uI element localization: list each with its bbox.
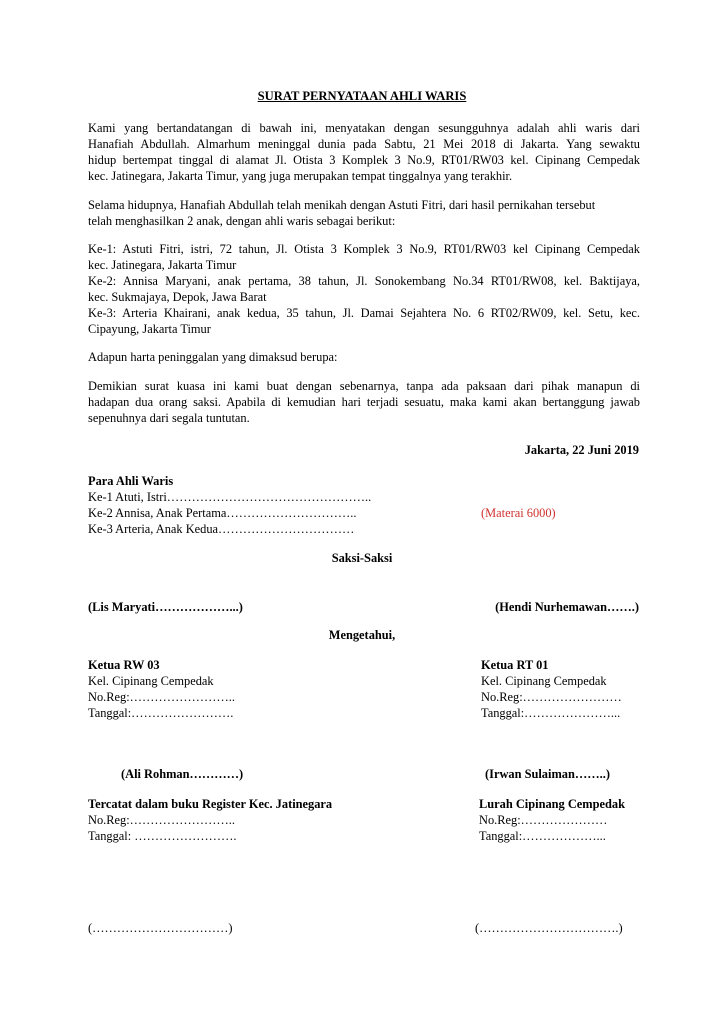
heir-line: Ke-1: Astuti Fitri, istri, 72 tahun, Jl. Otista 3 Komplek 3 No.9, RT01/RW03 kel Cipinang Cempedak <box>88 242 640 256</box>
heir-line: kec. Sukmajaya, Depok, Jawa Barat <box>88 290 267 304</box>
heir-line: Ke-3: Arteria Khairani, anak kedua, 35 tahun, Jl. Damai Sejahtera No. 6 RT02/RW09, kel. Setu, kec. <box>88 306 640 320</box>
rw-tanggal: Tanggal:……………………. <box>88 706 234 720</box>
marriage-line: telah menghasilkan 2 anak, dengan ahli waris sebagai berikut: <box>88 214 396 228</box>
witness-right-signature: (Hendi Nurhemawan…….) <box>495 600 639 614</box>
witnesses-heading: Saksi-Saksi <box>331 551 393 565</box>
register-left-signature: (……………………………) <box>88 921 233 935</box>
heirs-heading: Para Ahli Waris <box>88 474 174 488</box>
witness-left-signature: (Lis Maryati………………...) <box>88 600 243 614</box>
rw-kelurahan: Kel. Cipinang Cempedak <box>88 674 214 688</box>
rt-title: Ketua RT 01 <box>481 658 549 672</box>
register-left-tanggal: Tanggal: ……………………. <box>88 829 237 843</box>
rt-tanggal: Tanggal:…………………... <box>481 706 621 720</box>
rt-kelurahan: Kel. Cipinang Cempedak <box>481 674 607 688</box>
register-right-noreg: No.Reg:………………… <box>479 813 608 827</box>
closing-line: Demikian surat kuasa ini kami buat dengan sebenarnya, tanpa ada paksaan dari pihak manapun di <box>88 379 640 393</box>
register-left-title: Tercatat dalam buku Register Kec. Jatinegara <box>88 797 333 811</box>
heir-line: Ke-2: Annisa Maryani, anak pertama, 38 tahun, Jl. Sonokembang No.34 RT01/RW08, kel. Baktijaya, <box>88 274 640 288</box>
closing-line: hadapan dua orang saksi. Apabila di kemudian hari terjadi sesuatu, maka kami akan bertanggung jawab <box>88 395 640 409</box>
stamp-duty-label: (Materai 6000) <box>481 506 556 520</box>
register-left-block <box>88 796 332 844</box>
heir-signature-line: Ke-1 Atuti, Istri………………………………………….. <box>88 490 372 504</box>
place-date: Jakarta, 22 Juni 2019 <box>524 443 639 457</box>
rt-noreg: No.Reg:…………………… <box>481 690 622 704</box>
intro-line: kec. Jatinegara, Jakarta Timur, yang juga merupakan tempat tinggalnya yang terakhir. <box>88 169 513 183</box>
closing-paragraph <box>88 378 640 426</box>
document-title: SURAT PERNYATAAN AHLI WARIS <box>257 89 467 103</box>
heir-signature-line: Ke-3 Arteria, Anak Kedua…………………………… <box>88 522 355 536</box>
rw-noreg: No.Reg:…………………….. <box>88 690 235 704</box>
heir-line: kec. Jatinegara, Jakarta Timur <box>88 258 237 272</box>
marriage-line: Selama hidupnya, Hanafiah Abdullah telah menikah dengan Astuti Fitri, dari hasil pernikahan tersebut <box>88 198 596 212</box>
acknowledged-heading: Mengetahui, <box>328 628 396 642</box>
rw-block <box>88 657 235 721</box>
register-right-title: Lurah Cipinang Cempedak <box>479 797 625 811</box>
heirs-signature-block <box>88 473 371 537</box>
register-right-tanggal: Tanggal:………………... <box>479 829 606 843</box>
rt-signature: (Irwan Sulaiman……..) <box>485 767 610 781</box>
marriage-paragraph <box>88 197 640 229</box>
heir-line: Cipayung, Jakarta Timur <box>88 322 211 336</box>
inheritance-line: Adapun harta peninggalan yang dimaksud berupa: <box>88 350 338 364</box>
rw-signature: (Ali Rohman…………) <box>121 767 244 781</box>
rw-title: Ketua RW 03 <box>88 658 160 672</box>
intro-line: hidup bertempat tinggal di alamat Jl. Otista 3 Komplek 3 No.9, RT01/RW03 kel. Cipinang Cempedak <box>88 153 640 167</box>
intro-line: Hanafiah Abdullah. Almarhum meninggal dunia pada Sabtu, 21 Mei 2018 di Jakarta. Yang sewaktu <box>88 137 640 151</box>
register-right-block <box>479 796 625 844</box>
rt-block <box>481 657 622 721</box>
heir-signature-line: Ke-2 Annisa, Anak Pertama………………………….. <box>88 506 357 520</box>
intro-paragraph <box>88 120 640 184</box>
register-left-noreg: No.Reg:…………………….. <box>88 813 235 827</box>
register-right-signature: (…………………………….) <box>475 921 623 935</box>
heirs-list <box>88 241 640 337</box>
closing-line: sepenuhnya dari segala tuntutan. <box>88 411 250 425</box>
intro-line: Kami yang bertandatangan di bawah ini, menyatakan dengan sesungguhnya adalah ahli waris dari <box>88 121 640 135</box>
